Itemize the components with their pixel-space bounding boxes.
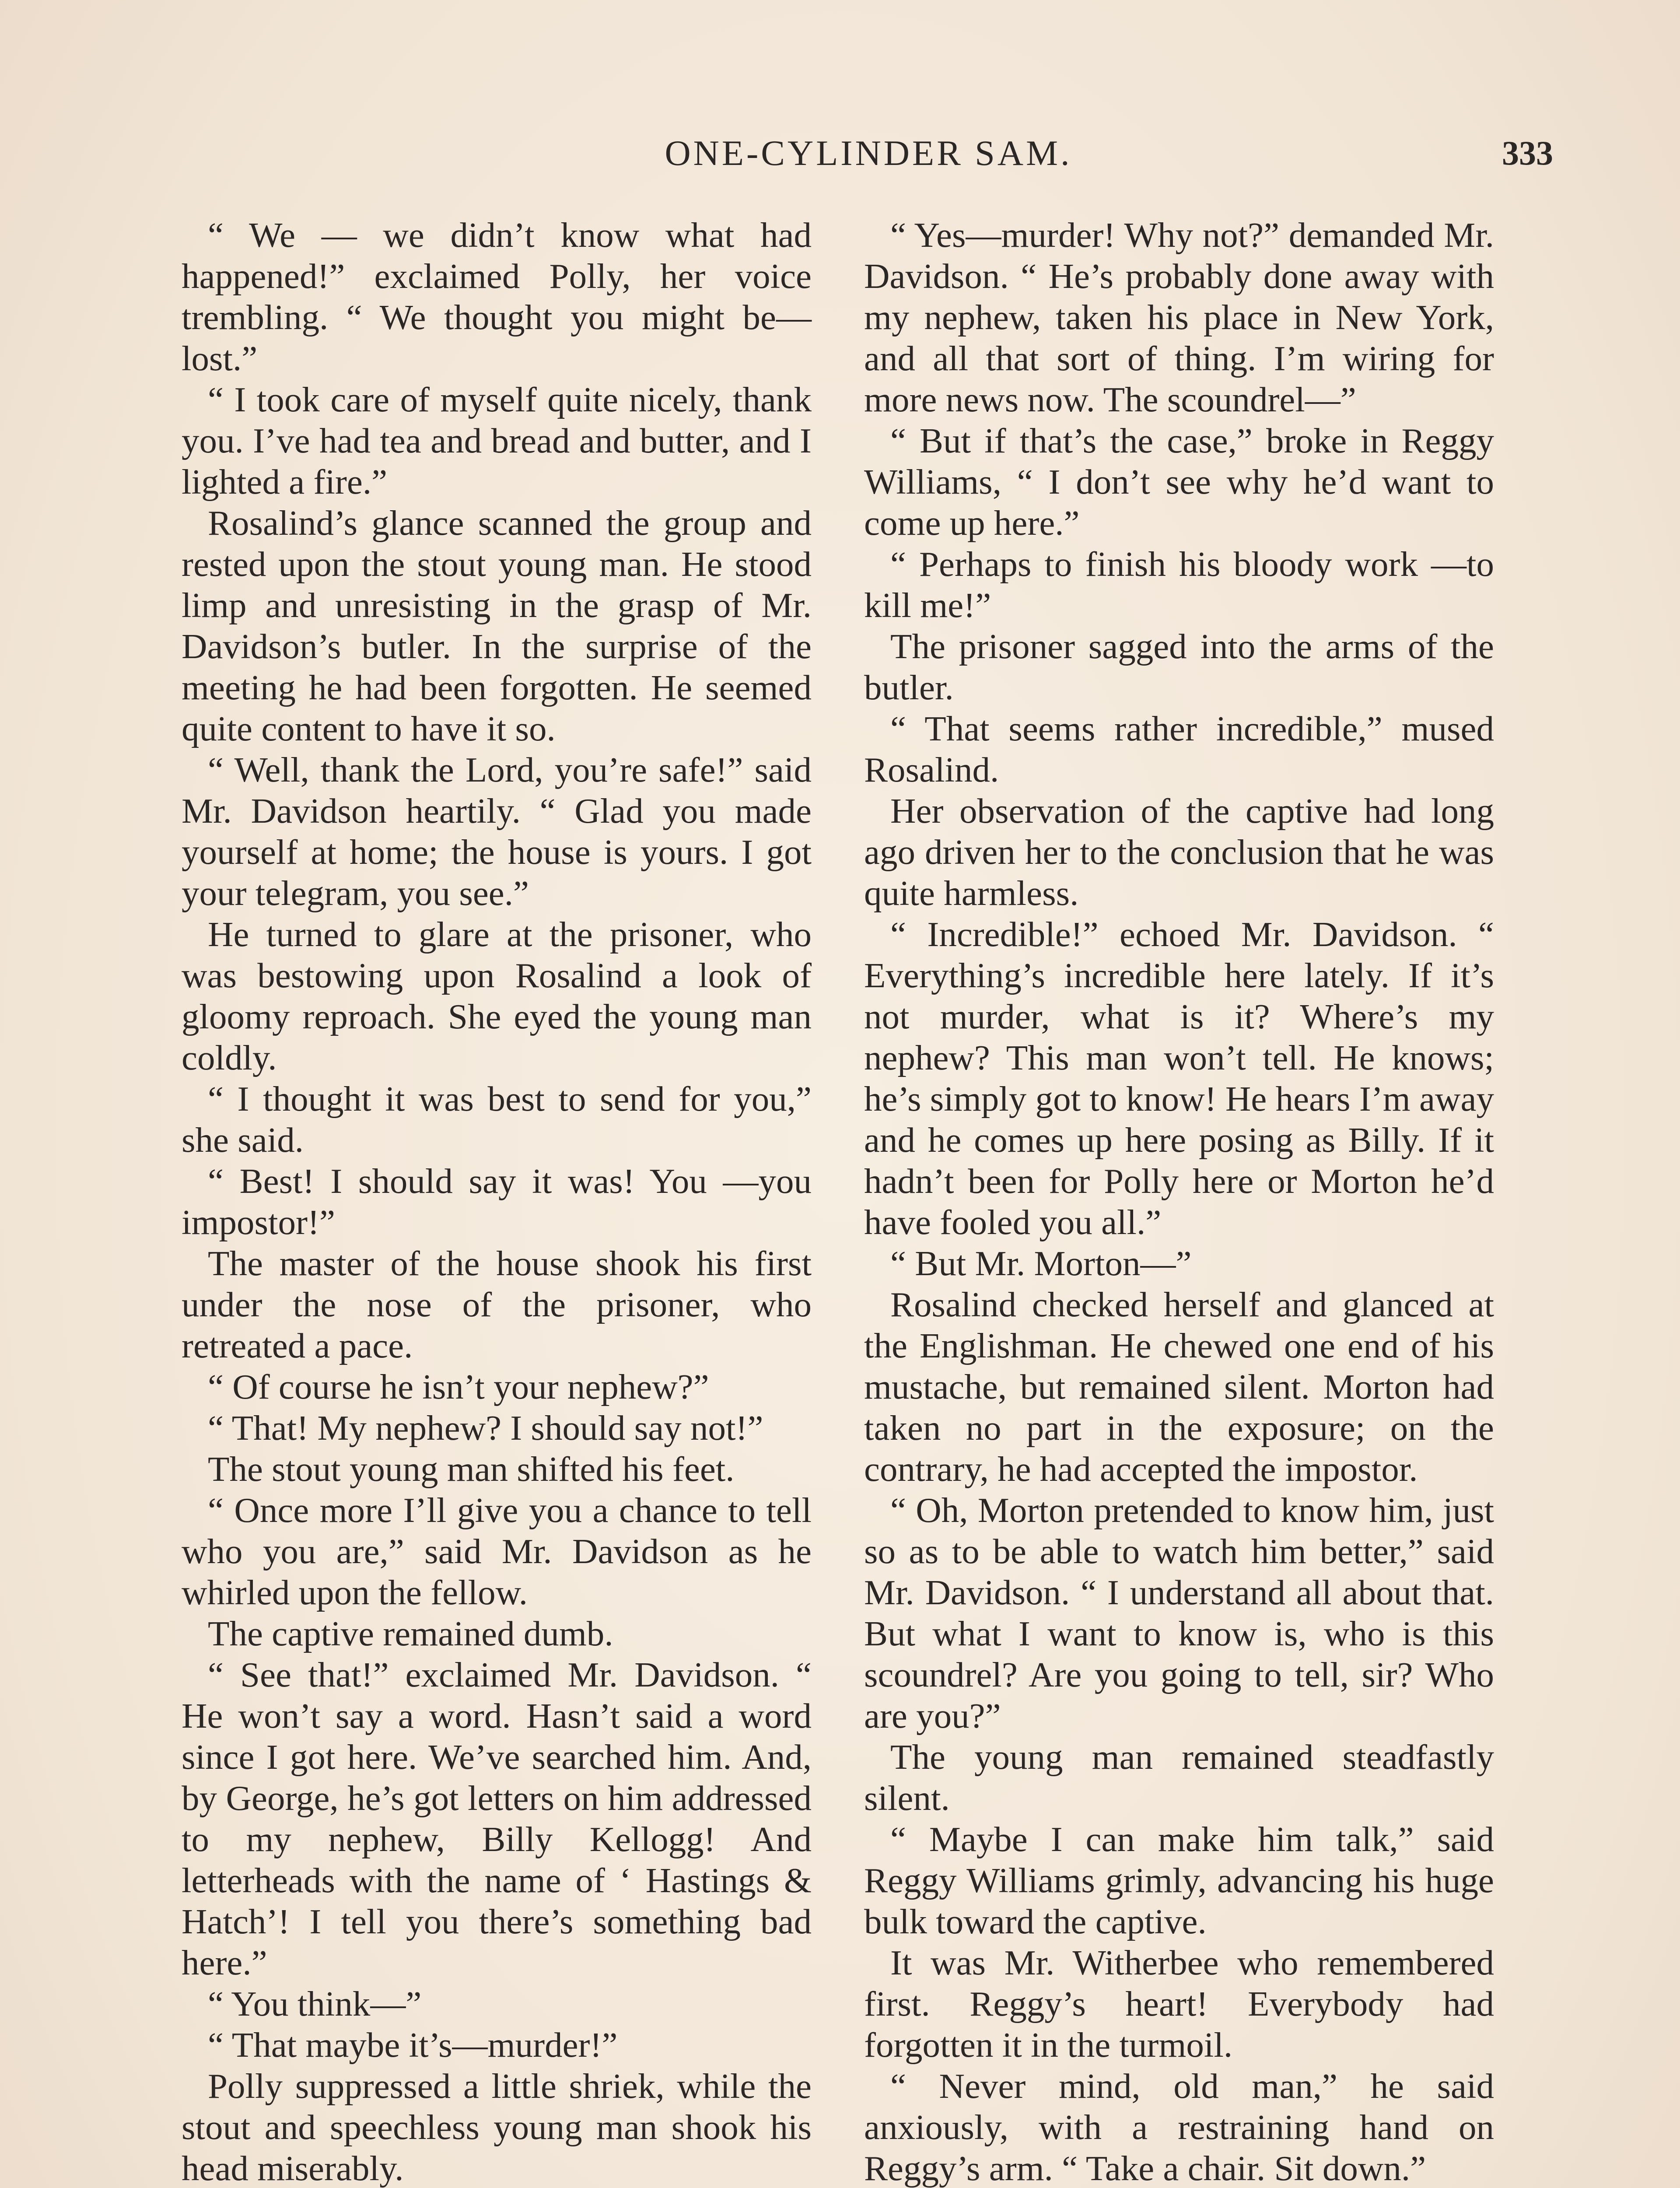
paragraph: “ See that!” exclaimed Mr. Davidson. “ He won’t say a word. Hasn’t said a word since I got here. We’ve searched him. And, by George, he’s got letters on him addressed to my nephew, Billy Kellogg! And letterheads with the name of ‘ Hastings & Hatch’! I tell you there’s something bad here.”: [182, 1655, 812, 1982]
paragraph: Her observation of the captive had long ago driven her to the conclusion that he was quite harmless.: [864, 791, 1494, 913]
paragraph: The stout young man shifted his feet.: [208, 1449, 735, 1489]
paragraph: “ That! My nephew? I should say not!”: [208, 1408, 763, 1448]
paragraph: The prisoner sagged into the arms of the butler.: [864, 627, 1494, 707]
paragraph: “ You think—”: [208, 1984, 422, 2023]
paragraph: Polly suppressed a little shriek, while the stout and speechless young man shook his head miserably.: [182, 2066, 812, 2188]
left-column: [182, 214, 812, 2188]
paragraph: “ That seems rather incredible,” mused Rosalind.: [864, 709, 1494, 789]
paragraph: The captive remained dumb.: [208, 1614, 613, 1653]
page-header: [184, 127, 1553, 188]
paragraph: “ Well, thank the Lord, you’re safe!” said Mr. Davidson heartily. “ Glad you made yourself at home; the house is yours. I got your telegram, you see.”: [182, 750, 812, 913]
paragraph: Rosalind checked herself and glanced at the Englishman. He chewed one end of his mustache, but remained silent. Morton had taken no part in the exposure; on the contrary, he had accepted the impostor.: [864, 1285, 1494, 1489]
paragraph: “ Best! I should say it was! You —you impostor!”: [182, 1161, 812, 1242]
paragraph: “ Maybe I can make him talk,” said Reggy Williams grimly, advancing his huge bulk toward the captive.: [864, 1820, 1494, 1941]
paragraph: It was Mr. Witherbee who remembered first. Reggy’s heart! Everybody had forgotten it in the turmoil.: [864, 1943, 1494, 2065]
paragraph: “ Yes—murder! Why not?” demanded Mr. Davidson. “ He’s probably done away with my nephew, taken his place in New York, and all that sort of thing. I’m wiring for more news now. The scoundrel—”: [864, 215, 1494, 419]
paragraph: “ Of course he isn’t your nephew?”: [208, 1367, 709, 1406]
page-number: 333: [1502, 134, 1553, 172]
paragraph: Rosalind’s glance scanned the group and rested upon the stout young man. He stood limp and unresisting in the grasp of Mr. Davidson’s butler. In the surprise of the meeting he had been forgotten. He seemed quite content to have it so.: [182, 503, 812, 748]
paragraph: “ Once more I’ll give you a chance to tell who you are,” said Mr. Davidson as he whirled upon the fellow.: [182, 1490, 812, 1612]
paragraph: “ But if that’s the case,” broke in Reggy Williams, “ I don’t see why he’d want to come up here.”: [864, 421, 1494, 543]
paragraph: “ Oh, Morton pretended to know him, just so as to be able to watch him better,” said Mr. Davidson. “ I understand all about that. But what I want to know is, who is this scoundrel? Are you going to tell, sir? Who are you?”: [864, 1490, 1494, 1736]
paragraph: “ I thought it was best to send for you,” she said.: [182, 1079, 812, 1160]
paragraph: “ I took care of myself quite nicely, thank you. I’ve had tea and bread and butter, and I lighted a fire.”: [182, 380, 812, 501]
paragraph: The young man remained steadfastly silent.: [864, 1737, 1494, 1818]
paragraph: “ Incredible!” echoed Mr. Davidson. “ Everything’s incredible here lately. If it’s not murder, what is it? Where’s my nephew? This man won’t tell. He knows; he’s simply got to know! He hears I’m away and he comes up here posing as Billy. If it hadn’t been for Polly here or Morton he’d have fooled you all.”: [864, 915, 1494, 1242]
paragraph: He turned to glare at the prisoner, who was bestowing upon Rosalind a look of gloomy reproach. She eyed the young man coldly.: [182, 915, 812, 1077]
paragraph: “ Never mind, old man,” he said anxiously, with a restraining hand on Reggy’s arm. “ Take a chair. Sit down.”: [864, 2066, 1494, 2188]
paragraph: The master of the house shook his first under the nose of the prisoner, who retreated a pace.: [182, 1244, 812, 1365]
running-head: ONE-CYLINDER SAM.: [665, 133, 1072, 173]
paragraph: “ Perhaps to finish his bloody work —to kill me!”: [864, 544, 1494, 625]
paragraph: “ We — we didn’t know what had happened!” exclaimed Polly, her voice trembling. “ We thought you might be—lost.”: [182, 215, 812, 378]
paragraph: “ That maybe it’s—murder!”: [208, 2025, 618, 2065]
right-column: [864, 214, 1494, 2188]
paragraph: “ But Mr. Morton—”: [890, 1244, 1192, 1283]
